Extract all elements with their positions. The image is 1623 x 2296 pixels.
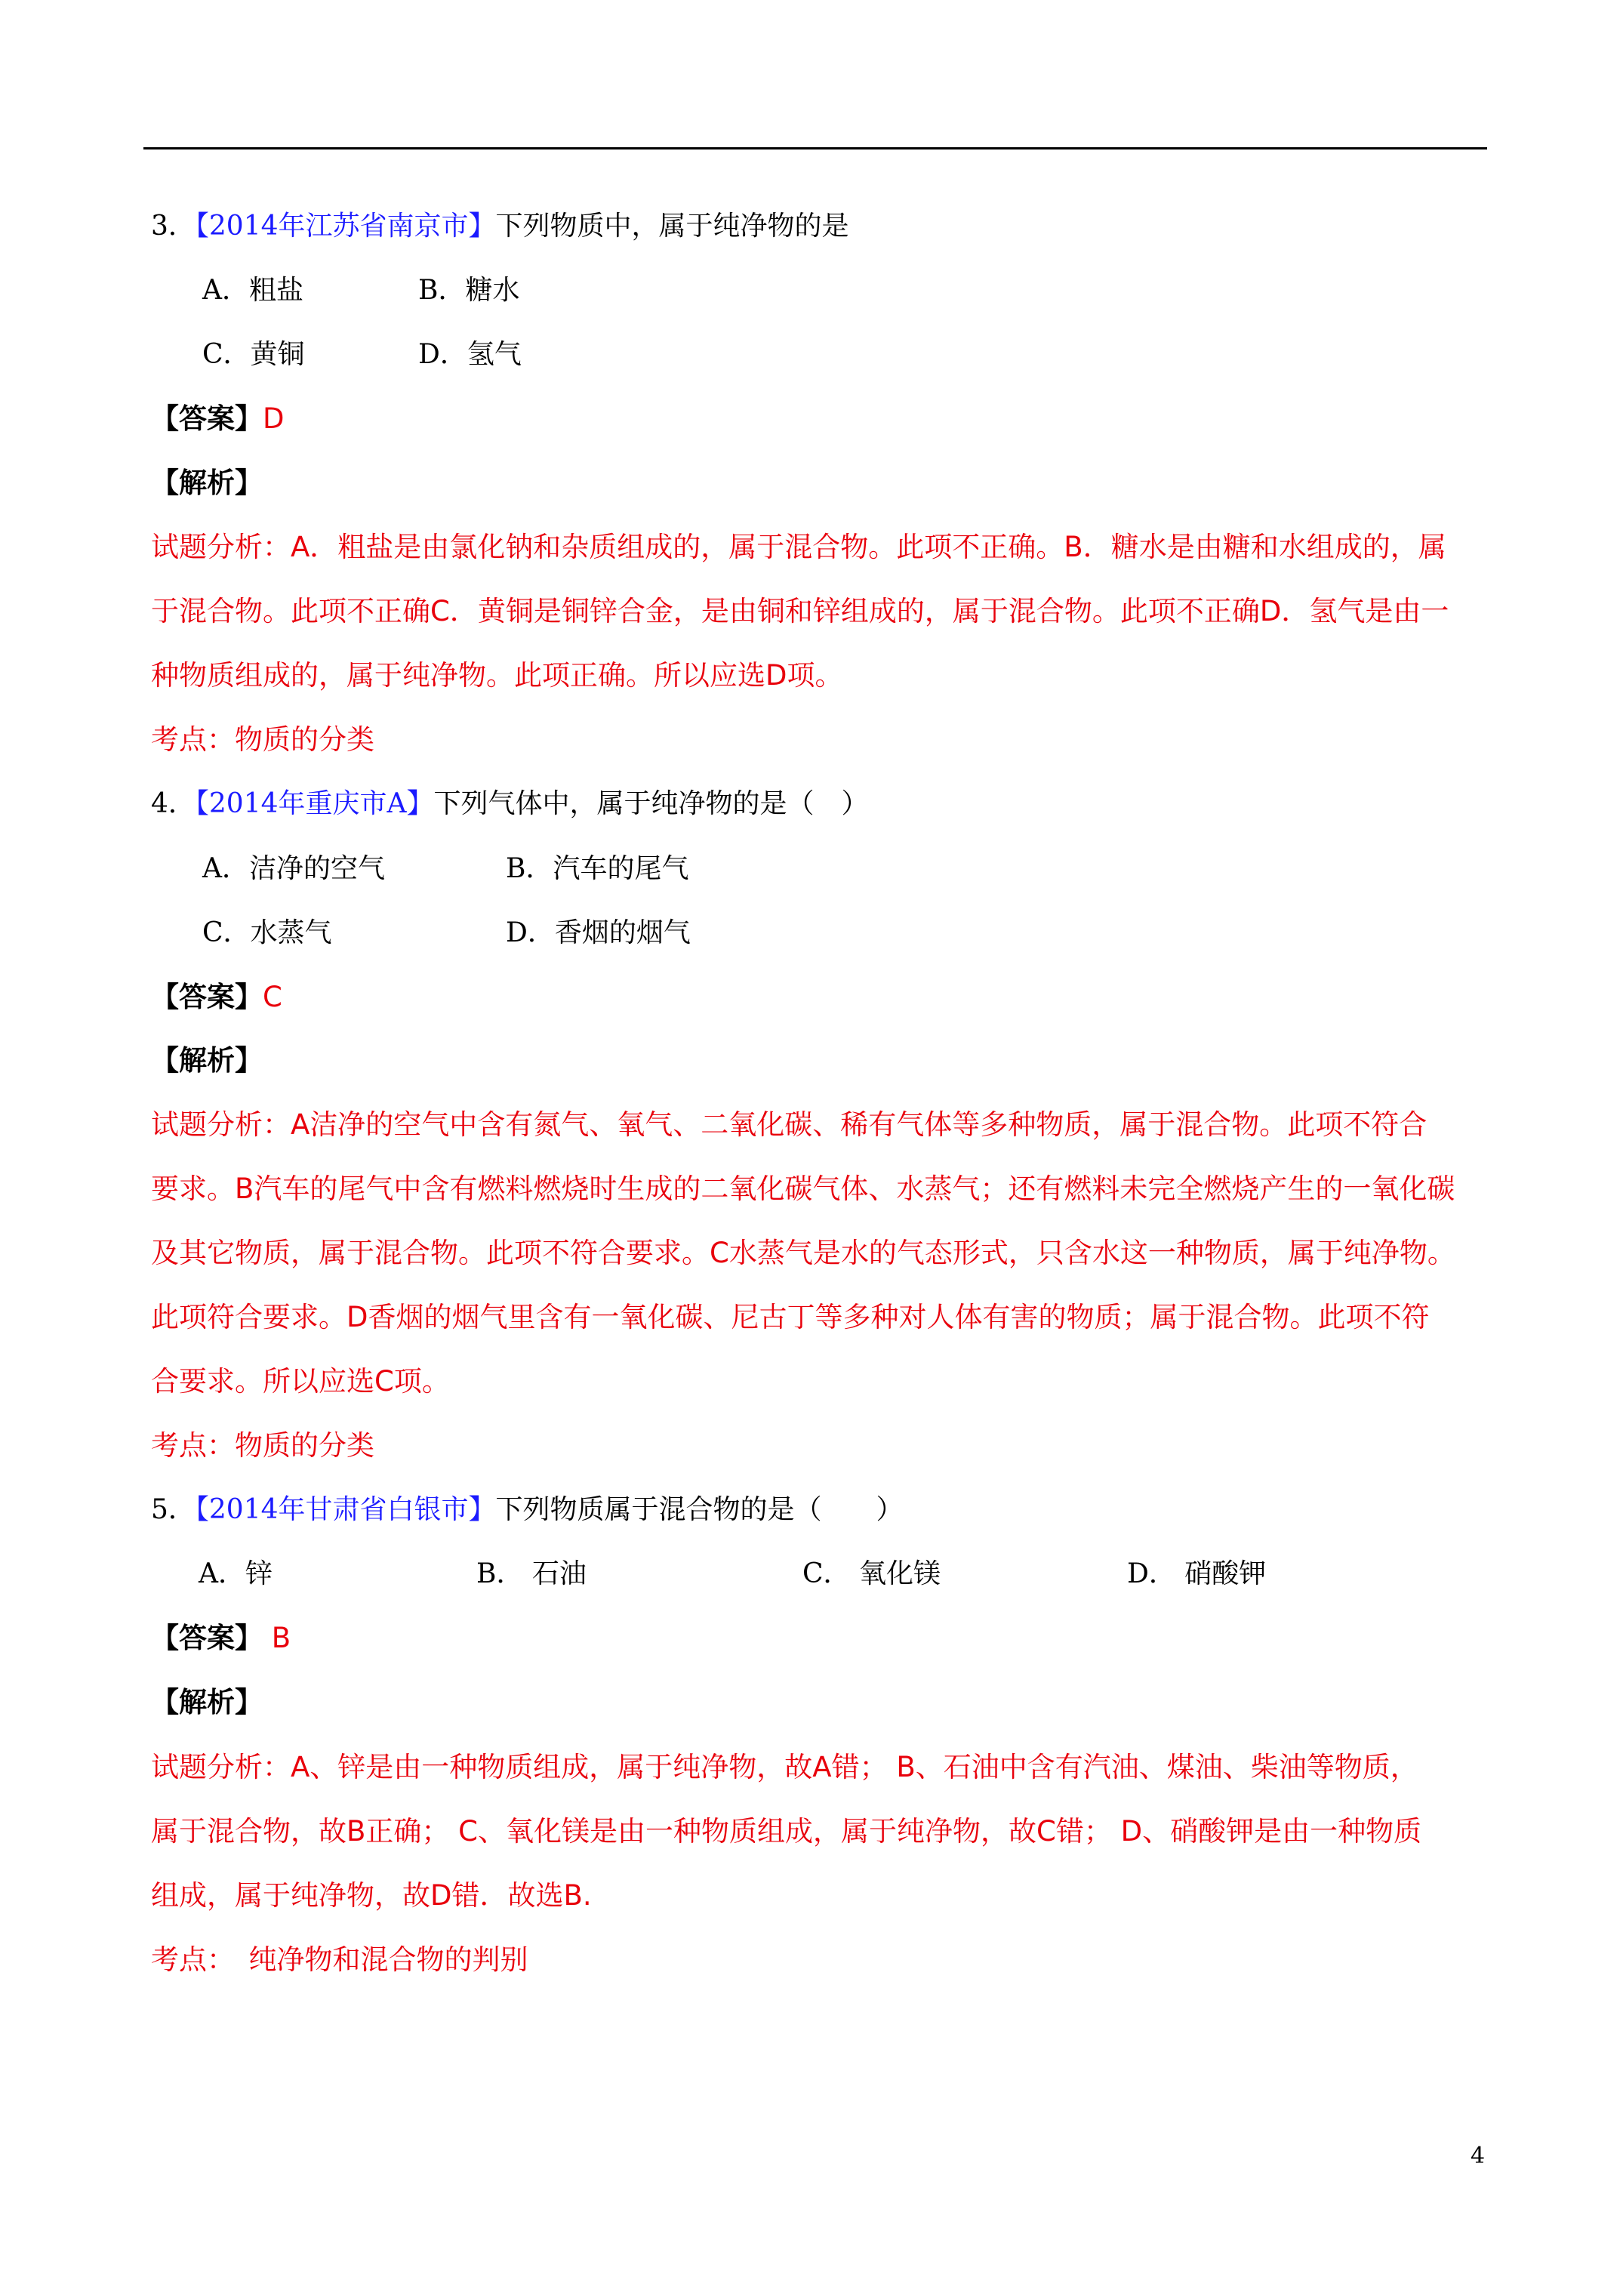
question-source: 【2014年江苏省南京市】 (195, 211, 496, 242)
option-d: D． 硝酸钾 (1127, 1558, 1267, 1589)
question-3-analysis-line-2: 于混合物。此项不正确C．黄铜是铜锌合金，是由铜和锌组成的，属于混合物。此项不正确D．氢气是由一 (151, 595, 1449, 627)
header-rule (143, 147, 1487, 149)
answer-value: D (263, 402, 285, 435)
answer-value: B (263, 1622, 291, 1654)
answer-label: 【答案】 (151, 981, 263, 1013)
analysis-label: 【解析】 (151, 1686, 263, 1718)
question-text: 下列气体中，属于纯净物的是（ ） (433, 788, 869, 819)
question-source: 【2014年重庆市A】 (195, 788, 434, 819)
question-4-kaodian: 考点：物质的分类 (151, 1429, 374, 1462)
option-b: B．汽车的尾气 (506, 853, 689, 884)
question-3-answer (151, 401, 285, 438)
answer-value: C (263, 981, 282, 1013)
page-number: 4 (1471, 2143, 1486, 2169)
question-3-stem (151, 208, 849, 245)
question-5-kaodian: 考点： 纯净物和混合物的判别 (151, 1943, 528, 1976)
question-4-stem (151, 786, 869, 822)
question-number: 4． (151, 788, 196, 819)
question-3-analysis-line-1: 试题分析：A．粗盐是由氯化钠和杂质组成的，属于混合物。此项不正确。B．糖水是由糖和水组成的，属 (151, 531, 1446, 563)
question-5-analysis-line-3: 组成，属于纯净物，故D错．故选B. (151, 1879, 592, 1912)
question-number: 3． (151, 211, 196, 242)
question-5-analysis-line-2: 属于混合物，故B正确； C、氧化镁是由一种物质组成，属于纯净物，故C错； D、硝酸钾是由一种物质 (151, 1815, 1422, 1848)
option-c: C． 氧化镁 (802, 1558, 941, 1589)
question-number: 5． (151, 1494, 196, 1525)
question-text: 下列物质中，属于纯净物的是 (495, 211, 849, 242)
answer-label: 【答案】 (151, 402, 263, 435)
question-4-analysis-line-4: 此项符合要求。D香烟的烟气里含有一氧化碳、尼古丁等多种对人体有害的物质；属于混合物。此项不符 (151, 1301, 1430, 1333)
option-d: D．氢气 (418, 339, 522, 370)
option-a: A．锌 (199, 1558, 273, 1589)
question-5-analysis-label (151, 1684, 263, 1721)
question-text: 下列物质属于混合物的是（ ） (495, 1494, 904, 1525)
analysis-label: 【解析】 (151, 1044, 263, 1077)
question-4-analysis-line-2: 要求。B汽车的尾气中含有燃料燃烧时生成的二氧化碳气体、水蒸气；还有燃料未完全燃烧产生的一氧化碳 (151, 1173, 1455, 1205)
option-b: B． 石油 (476, 1558, 587, 1589)
question-4-analysis-line-1: 试题分析：A洁净的空气中含有氮气、氧气、二氧化碳、稀有气体等多种物质，属于混合物。此项不符合 (151, 1108, 1427, 1141)
question-3-analysis-label (151, 465, 263, 502)
question-5-analysis-line-1: 试题分析：A、锌是由一种物质组成，属于纯净物，故A错； B、石油中含有汽油、煤油、柴油等物质， (151, 1751, 1418, 1783)
question-5-answer (151, 1620, 291, 1657)
question-3-analysis-line-3: 种物质组成的，属于纯净物。此项正确。所以应选D项。 (151, 659, 843, 692)
option-a: A．洁净的空气 (202, 853, 385, 884)
option-a: A．粗盐 (202, 275, 303, 306)
analysis-label: 【解析】 (151, 467, 263, 499)
question-source: 【2014年甘肃省白银市】 (195, 1494, 496, 1525)
answer-label: 【答案】 (151, 1622, 263, 1654)
question-4-answer (151, 979, 282, 1016)
question-4-analysis-line-5: 合要求。所以应选C项。 (151, 1365, 450, 1398)
question-5-stem (151, 1492, 904, 1528)
option-c: C．水蒸气 (202, 917, 332, 948)
option-c: C．黄铜 (202, 339, 305, 370)
question-4-analysis-label (151, 1043, 263, 1080)
question-4-analysis-line-3: 及其它物质，属于混合物。此项不符合要求。C水蒸气是水的气态形式，只含水这一种物质，属于纯净物。 (151, 1237, 1455, 1269)
option-b: B．糖水 (418, 275, 520, 306)
question-3-kaodian: 考点：物质的分类 (151, 723, 374, 756)
option-d: D．香烟的烟气 (506, 917, 691, 948)
